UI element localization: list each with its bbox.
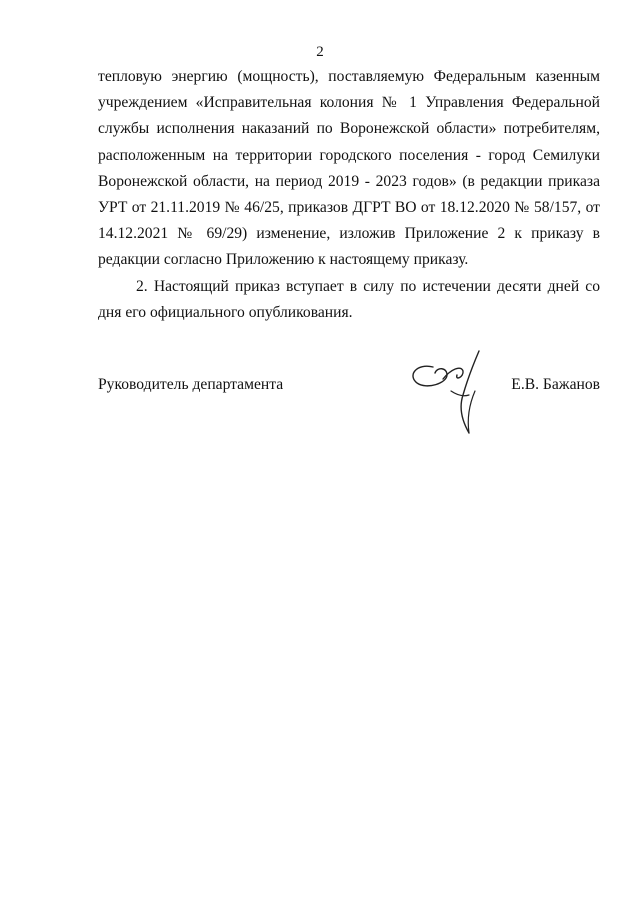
handwritten-signature [403,345,498,440]
paragraph-item-2: 2. Настоящий приказ вступает в силу по истечении десяти дней со дня его официального опубликования. [98,277,600,321]
signature-block [98,350,600,460]
signatory-title: Руководитель департамента [98,376,284,393]
document-body [98,64,600,326]
page-number: 2 [316,44,324,60]
signatory-name: Е.В. Бажанов [511,376,600,393]
paragraph-continuation: тепловую энергию (мощность), поставляемую Федеральным казенным учреждением «Исправительная колония № 1 Управления Федеральной службы исполнения наказаний по Воронежской области» потребителям, расположенным на территории городского поселения - город Семилуки Воронежской области, на период 2019 - 2023 годов» (в редакции приказа УРТ от 21.11.2019 № 46/25, приказов ДГРТ ВО от 18.12.2020 № 58/157, от 14.12.2021 № 69/29) изменение, изложив Приложение 2 к приказу в редакции согласно Приложению к настоящему приказу. [98,68,600,269]
